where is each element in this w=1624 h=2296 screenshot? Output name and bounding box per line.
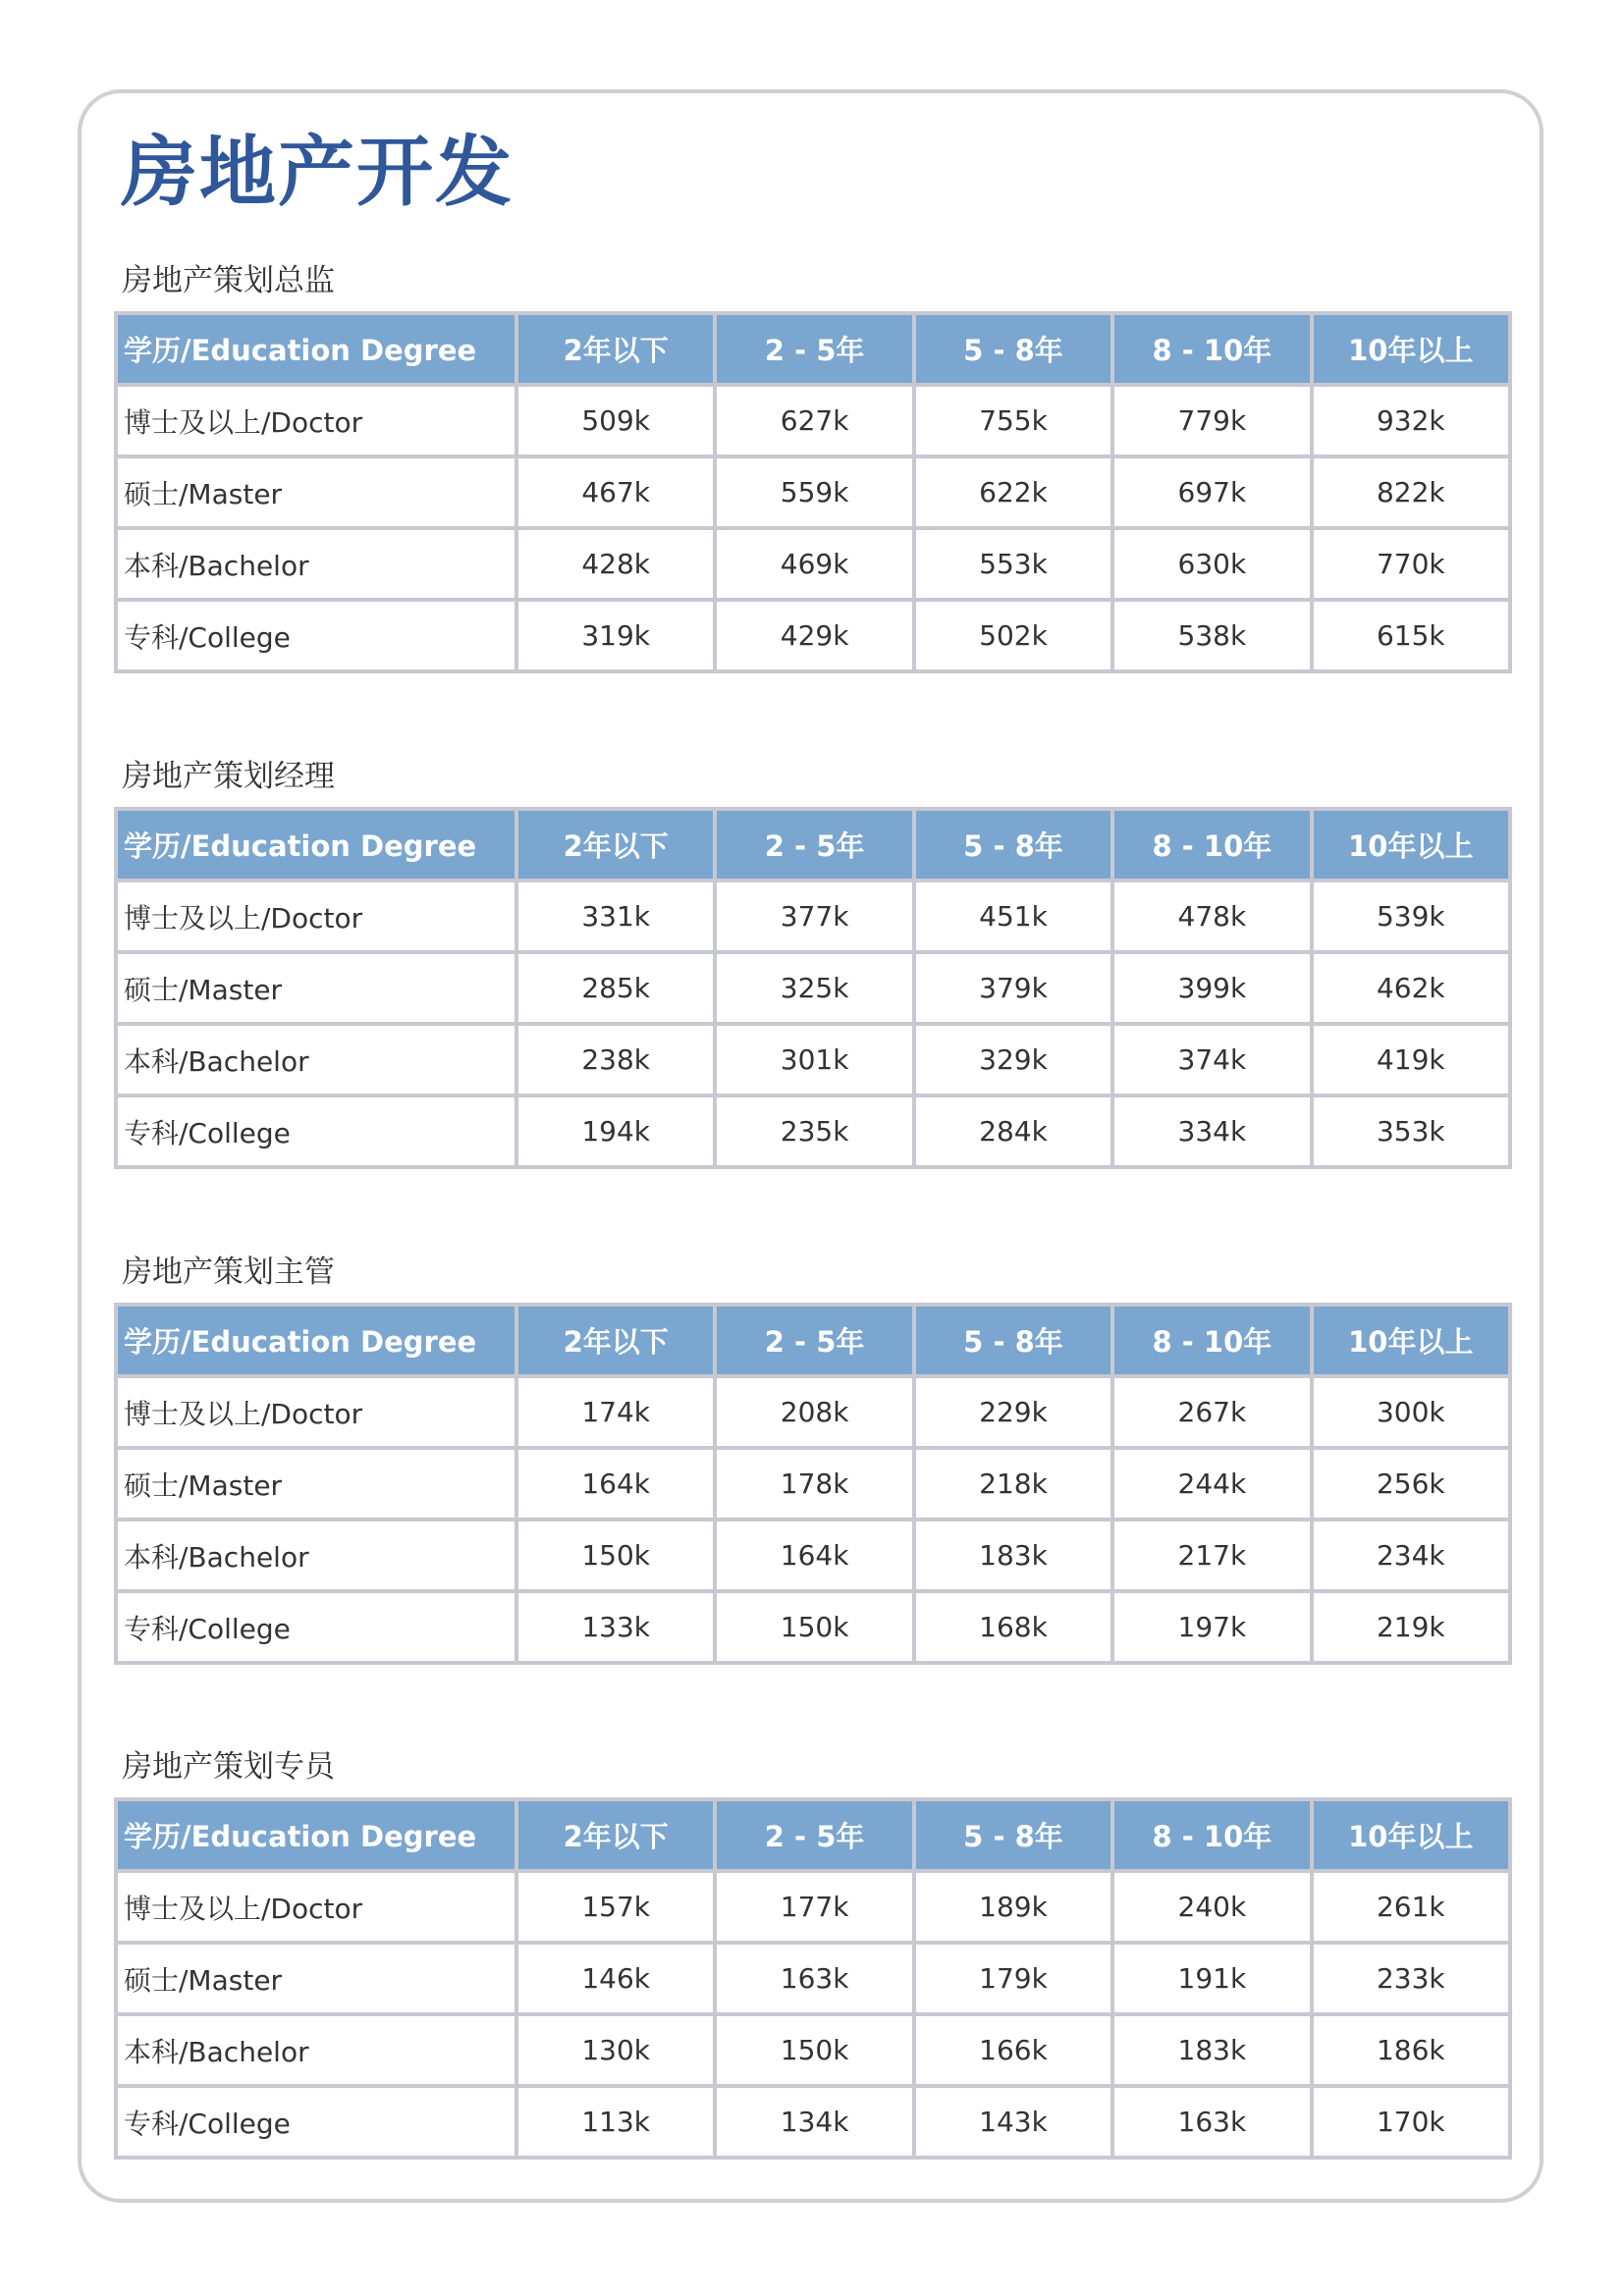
- header-exp-2: 5 - 8年: [916, 1801, 1110, 1869]
- salary-cell: 234k: [1314, 1522, 1508, 1589]
- table-row: [118, 882, 1508, 950]
- header-exp-4: 10年以上: [1314, 811, 1508, 879]
- salary-cell: 334k: [1114, 1097, 1309, 1165]
- header-exp-1: 2 - 5年: [717, 811, 911, 879]
- salary-cell: 779k: [1114, 387, 1309, 454]
- salary-cell: 150k: [518, 1522, 713, 1589]
- header-exp-0: 2年以下: [518, 811, 713, 879]
- row-degree: 博士及以上/Doctor: [118, 882, 514, 950]
- salary-cell: 469k: [717, 530, 911, 598]
- header-exp-0: 2年以下: [518, 1307, 713, 1374]
- header-degree: 学历/Education Degree: [118, 315, 514, 383]
- row-degree: 博士及以上/Doctor: [118, 1873, 514, 1941]
- table-header-row: [118, 811, 1508, 879]
- salary-cell: 197k: [1114, 1593, 1309, 1661]
- header-exp-1: 2 - 5年: [717, 1307, 911, 1374]
- header-exp-3: 8 - 10年: [1114, 1801, 1309, 1869]
- salary-cell: 319k: [518, 602, 713, 669]
- salary-cell: 256k: [1314, 1450, 1508, 1518]
- header-exp-2: 5 - 8年: [916, 315, 1110, 383]
- table-row: [118, 1945, 1508, 2012]
- salary-cell: 419k: [1314, 1026, 1508, 1094]
- salary-table: [114, 311, 1512, 673]
- salary-cell: 285k: [518, 954, 713, 1022]
- table-row: [118, 387, 1508, 454]
- salary-cell: 615k: [1314, 602, 1508, 669]
- header-exp-0: 2年以下: [518, 1801, 713, 1869]
- salary-cell: 150k: [717, 1593, 911, 1661]
- salary-cell: 166k: [916, 2016, 1110, 2084]
- salary-cell: 183k: [916, 1522, 1110, 1589]
- salary-cell: 329k: [916, 1026, 1110, 1094]
- row-degree: 本科/Bachelor: [118, 1026, 514, 1094]
- salary-table: [114, 807, 1512, 1169]
- row-degree: 本科/Bachelor: [118, 1522, 514, 1589]
- salary-table: [114, 1303, 1512, 1665]
- salary-cell: 822k: [1314, 458, 1508, 526]
- header-degree: 学历/Education Degree: [118, 811, 514, 879]
- table-row: [118, 1873, 1508, 1941]
- salary-cell: 377k: [717, 882, 911, 950]
- salary-cell: 301k: [717, 1026, 911, 1094]
- row-degree: 硕士/Master: [118, 458, 514, 526]
- salary-cell: 177k: [717, 1873, 911, 1941]
- salary-cell: 217k: [1114, 1522, 1309, 1589]
- salary-cell: 244k: [1114, 1450, 1309, 1518]
- table-header-row: [118, 315, 1508, 383]
- salary-cell: 174k: [518, 1378, 713, 1446]
- salary-cell: 164k: [717, 1522, 911, 1589]
- salary-cell: 353k: [1314, 1097, 1508, 1165]
- salary-cell: 208k: [717, 1378, 911, 1446]
- header-degree: 学历/Education Degree: [118, 1307, 514, 1374]
- salary-cell: 379k: [916, 954, 1110, 1022]
- header-exp-4: 10年以上: [1314, 1307, 1508, 1374]
- salary-cell: 539k: [1314, 882, 1508, 950]
- header-exp-4: 10年以上: [1314, 315, 1508, 383]
- row-degree: 专科/College: [118, 602, 514, 669]
- salary-cell: 478k: [1114, 882, 1309, 950]
- header-degree: 学历/Education Degree: [118, 1801, 514, 1869]
- salary-cell: 331k: [518, 882, 713, 950]
- header-exp-4: 10年以上: [1314, 1801, 1508, 1869]
- table-row: [118, 1026, 1508, 1094]
- row-degree: 本科/Bachelor: [118, 2016, 514, 2084]
- salary-cell: 179k: [916, 1945, 1110, 2012]
- salary-cell: 134k: [717, 2088, 911, 2156]
- salary-cell: 164k: [518, 1450, 713, 1518]
- salary-cell: 325k: [717, 954, 911, 1022]
- salary-cell: 133k: [518, 1593, 713, 1661]
- salary-cell: 627k: [717, 387, 911, 454]
- salary-cell: 178k: [717, 1450, 911, 1518]
- salary-cell: 429k: [717, 602, 911, 669]
- table-row: [118, 458, 1508, 526]
- salary-cell: 559k: [717, 458, 911, 526]
- salary-cell: 622k: [916, 458, 1110, 526]
- salary-cell: 630k: [1114, 530, 1309, 598]
- salary-cell: 467k: [518, 458, 713, 526]
- salary-cell: 932k: [1314, 387, 1508, 454]
- salary-cell: 191k: [1114, 1945, 1309, 2012]
- row-degree: 硕士/Master: [118, 1450, 514, 1518]
- row-degree: 硕士/Master: [118, 954, 514, 1022]
- salary-cell: 170k: [1314, 2088, 1508, 2156]
- salary-cell: 130k: [518, 2016, 713, 2084]
- table-row: [118, 1522, 1508, 1589]
- salary-cell: 233k: [1314, 1945, 1508, 2012]
- salary-cell: 553k: [916, 530, 1110, 598]
- salary-cell: 194k: [518, 1097, 713, 1165]
- salary-cell: 189k: [916, 1873, 1110, 1941]
- header-exp-0: 2年以下: [518, 315, 713, 383]
- salary-cell: 284k: [916, 1097, 1110, 1165]
- salary-cell: 235k: [717, 1097, 911, 1165]
- table-row: [118, 1097, 1508, 1165]
- salary-cell: 261k: [1314, 1873, 1508, 1941]
- header-exp-1: 2 - 5年: [717, 1801, 911, 1869]
- row-degree: 专科/College: [118, 1593, 514, 1661]
- row-degree: 硕士/Master: [118, 1945, 514, 2012]
- header-exp-3: 8 - 10年: [1114, 315, 1309, 383]
- header-exp-1: 2 - 5年: [717, 315, 911, 383]
- table-row: [118, 1593, 1508, 1661]
- salary-cell: 509k: [518, 387, 713, 454]
- salary-cell: 113k: [518, 2088, 713, 2156]
- salary-cell: 502k: [916, 602, 1110, 669]
- salary-cell: 163k: [717, 1945, 911, 2012]
- row-degree: 专科/College: [118, 2088, 514, 2156]
- row-degree: 专科/College: [118, 1097, 514, 1165]
- salary-cell: 238k: [518, 1026, 713, 1094]
- table-row: [118, 530, 1508, 598]
- salary-cell: 150k: [717, 2016, 911, 2084]
- row-degree: 博士及以上/Doctor: [118, 1378, 514, 1446]
- table-row: [118, 1378, 1508, 1446]
- salary-cell: 146k: [518, 1945, 713, 2012]
- table-row: [118, 1450, 1508, 1518]
- page-title: 房地产开发: [121, 129, 514, 217]
- section-title: 房地产策划经理: [122, 759, 335, 794]
- salary-cell: 157k: [518, 1873, 713, 1941]
- salary-cell: 229k: [916, 1378, 1110, 1446]
- header-exp-3: 8 - 10年: [1114, 811, 1309, 879]
- salary-cell: 755k: [916, 387, 1110, 454]
- salary-table: [114, 1797, 1512, 2160]
- row-degree: 本科/Bachelor: [118, 530, 514, 598]
- salary-cell: 219k: [1314, 1593, 1508, 1661]
- salary-cell: 462k: [1314, 954, 1508, 1022]
- salary-cell: 218k: [916, 1450, 1110, 1518]
- salary-cell: 168k: [916, 1593, 1110, 1661]
- salary-cell: 143k: [916, 2088, 1110, 2156]
- salary-cell: 428k: [518, 530, 713, 598]
- header-exp-2: 5 - 8年: [916, 1307, 1110, 1374]
- salary-cell: 240k: [1114, 1873, 1309, 1941]
- salary-cell: 183k: [1114, 2016, 1309, 2084]
- table-row: [118, 2016, 1508, 2084]
- salary-cell: 399k: [1114, 954, 1309, 1022]
- header-exp-3: 8 - 10年: [1114, 1307, 1309, 1374]
- salary-cell: 163k: [1114, 2088, 1309, 2156]
- table-header-row: [118, 1801, 1508, 1869]
- table-row: [118, 954, 1508, 1022]
- salary-cell: 770k: [1314, 530, 1508, 598]
- header-exp-2: 5 - 8年: [916, 811, 1110, 879]
- salary-cell: 186k: [1314, 2016, 1508, 2084]
- salary-cell: 451k: [916, 882, 1110, 950]
- salary-cell: 538k: [1114, 602, 1309, 669]
- salary-cell: 267k: [1114, 1378, 1309, 1446]
- salary-cell: 374k: [1114, 1026, 1309, 1094]
- table-row: [118, 2088, 1508, 2156]
- row-degree: 博士及以上/Doctor: [118, 387, 514, 454]
- table-header-row: [118, 1307, 1508, 1374]
- salary-cell: 697k: [1114, 458, 1309, 526]
- section-title: 房地产策划总监: [122, 263, 335, 298]
- salary-cell: 300k: [1314, 1378, 1508, 1446]
- section-title: 房地产策划专员: [122, 1749, 335, 1785]
- section-title: 房地产策划主管: [122, 1255, 335, 1290]
- table-row: [118, 602, 1508, 669]
